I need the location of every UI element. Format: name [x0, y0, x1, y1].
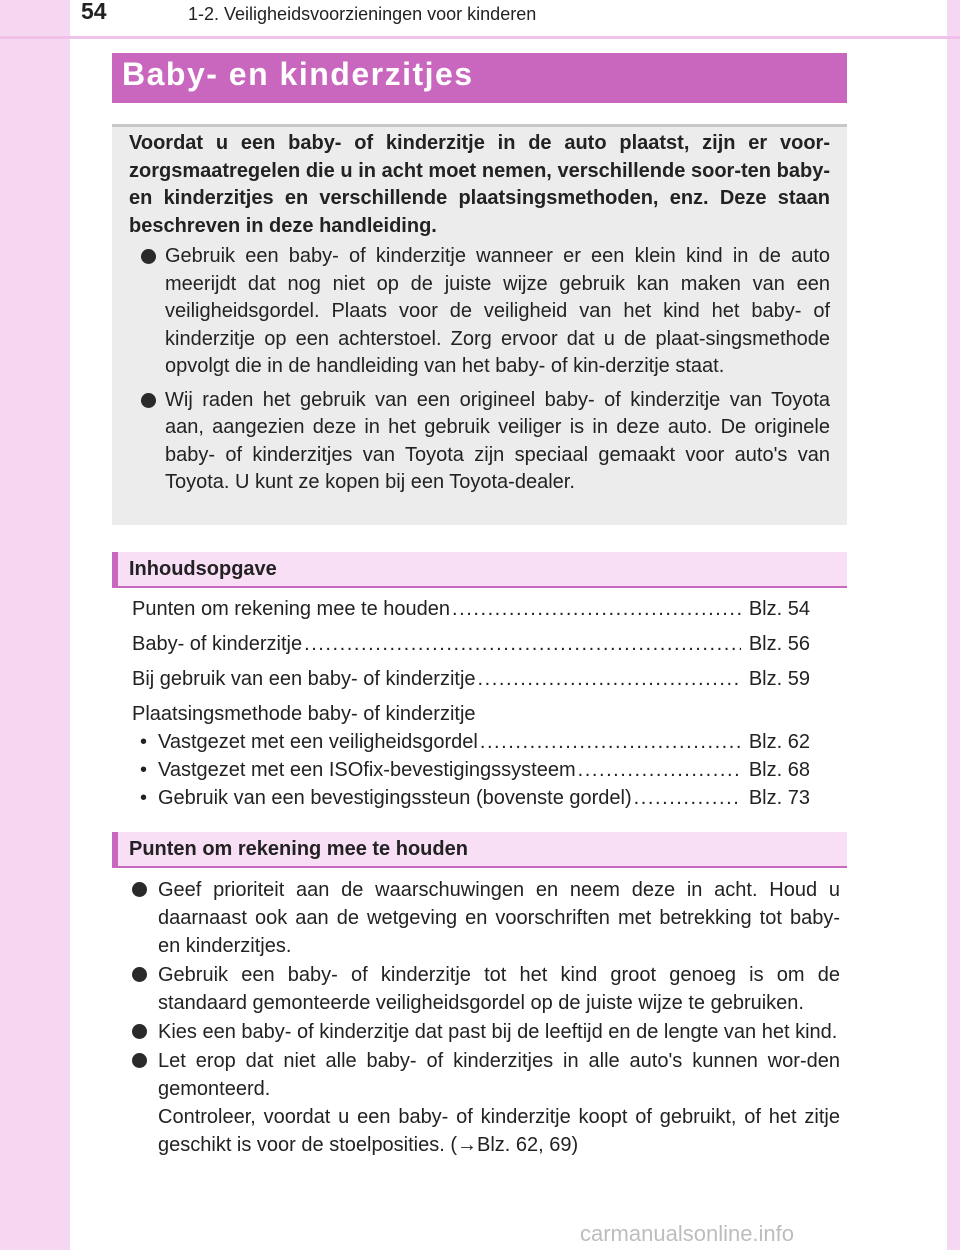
toc-entry[interactable] [132, 595, 810, 623]
small-bullet-icon: • [140, 731, 148, 753]
toc-entry-label: Punten om rekening mee te houden [132, 598, 450, 620]
bullet-icon [141, 249, 156, 264]
page-number: 54 [81, 0, 107, 24]
list-item [129, 243, 830, 381]
toc-entry[interactable] [132, 665, 810, 693]
toc-entry-page: Blz. 68 [748, 759, 810, 781]
chapter-title: 1-2. Veiligheidsvoorzieningen voor kinderen [188, 4, 537, 24]
list-item [132, 876, 840, 960]
table-of-contents [132, 595, 810, 812]
watermark: carmanualsonline.info [580, 1221, 795, 1246]
bullet-icon [141, 393, 156, 408]
intro-box [112, 124, 847, 525]
points-section [132, 876, 840, 1160]
bullet-icon [132, 1024, 147, 1039]
list-item [132, 961, 840, 1017]
bullet-text: Kies een baby- of kinderzitje dat past bij de leeftijd en de lengte van het kind. [158, 1021, 838, 1043]
toc-sub-label: Gebruik van een bevestigingssteun (bovenste gordel) [158, 787, 632, 809]
bullet-text: Let erop dat niet alle baby- of kinderzitjes in alle auto's kunnen wor-den gemonteerd. [158, 1050, 840, 1100]
list-item [132, 1047, 840, 1159]
toc-entry-label [140, 728, 478, 756]
toc-entry-page: Blz. 54 [748, 598, 810, 620]
small-bullet-icon: • [140, 759, 148, 781]
intro-lead-text: Voordat u een baby- of kinderzitje in de auto plaatst, zijn er voor-zorgsmaatregelen die u in acht moet nemen, verschillende soor-ten baby- en kinderzitjes en verschillende plaatsingsmethoden, enz. Deze staan beschreven in deze handleiding. [129, 132, 830, 237]
toc-leader [452, 595, 741, 623]
toc-leader [634, 784, 741, 812]
toc-entry-page: Blz. 59 [748, 668, 810, 690]
toc-sub-entry[interactable] [132, 784, 810, 812]
toc-sub-entry[interactable] [132, 728, 810, 756]
left-margin-strip [0, 0, 70, 1250]
toc-entry-page: Blz. 56 [748, 633, 810, 655]
small-bullet-icon: • [140, 787, 148, 809]
toc-leader [478, 665, 741, 693]
header-divider [0, 36, 960, 39]
toc-entry-label [140, 756, 576, 784]
bullet-text: Gebruik een baby- of kinderzitje tot het kind groot genoeg is om de standaard gemonteerde veiligheidsgordel op de juiste wijze te gebruiken. [158, 964, 840, 1014]
toc-leader [578, 756, 741, 784]
intro-bullet-list [129, 243, 830, 497]
toc-leader [480, 728, 741, 756]
list-item [129, 387, 830, 497]
toc-entry-page: Blz. 73 [748, 787, 810, 809]
toc-leader [304, 630, 741, 658]
toc-heading: Inhoudsopgave [112, 552, 847, 588]
toc-group-label: Plaatsingsmethode baby- of kinderzitje [132, 703, 476, 725]
bullet-icon [132, 1053, 147, 1068]
list-item [132, 1018, 840, 1046]
bullet-text: Gebruik een baby- of kinderzitje wanneer er een klein kind in de auto meerijdt dat nog niet op de juiste wijze gebruik kan maken van een veiligheidsgordel. Plaats voor de veiligheid van het kind het baby- of kinderzitje op een achterstoel. Zorg ervoor dat u de plaat-singsmethode opvolgt die in de handleiding van het baby- of kin-derzitje staat. [165, 245, 830, 377]
bullet-icon [132, 882, 147, 897]
bullet-text: Wij raden het gebruik van een origineel baby- of kinderzitje van Toyota aan, aangezien deze in het gebruik veiliger is in deze auto. De originele baby- of kinderzitjes van Toyota zijn speciaal gemaakt voor auto's van Toyota. U kunt ze kopen bij een Toyota-dealer. [165, 388, 830, 493]
toc-entry-page: Blz. 62 [748, 731, 810, 753]
toc-entry-label: Baby- of kinderzitje [132, 633, 303, 655]
toc-entry-label [140, 784, 632, 812]
toc-sub-label: Vastgezet met een veiligheidsgordel [158, 731, 478, 753]
bullet-icon [132, 967, 147, 982]
bullet-continuation-text: Controleer, voordat u een baby- of kinderzitje koopt of gebruikt, of het zitje geschikt is voor de stoelposities. (→Blz. 62, 69) [158, 1106, 840, 1156]
toc-sub-entry[interactable] [132, 756, 810, 784]
toc-entry[interactable] [132, 630, 810, 658]
section-title: Baby- en kinderzitjes [112, 53, 847, 103]
points-bullet-list [132, 876, 840, 1159]
right-margin-strip [947, 0, 960, 1250]
toc-sub-label: Vastgezet met een ISOfix-bevestigingssysteem [158, 759, 576, 781]
points-heading: Punten om rekening mee te houden [112, 832, 847, 868]
bullet-text: Geef prioriteit aan de waarschuwingen en neem deze in acht. Houd u daarnaast ook aan de wetgeving en voorschriften met betrekking tot baby- en kinderzitjes. [158, 879, 840, 957]
toc-entry-label: Bij gebruik van een baby- of kinderzitje [132, 668, 476, 690]
